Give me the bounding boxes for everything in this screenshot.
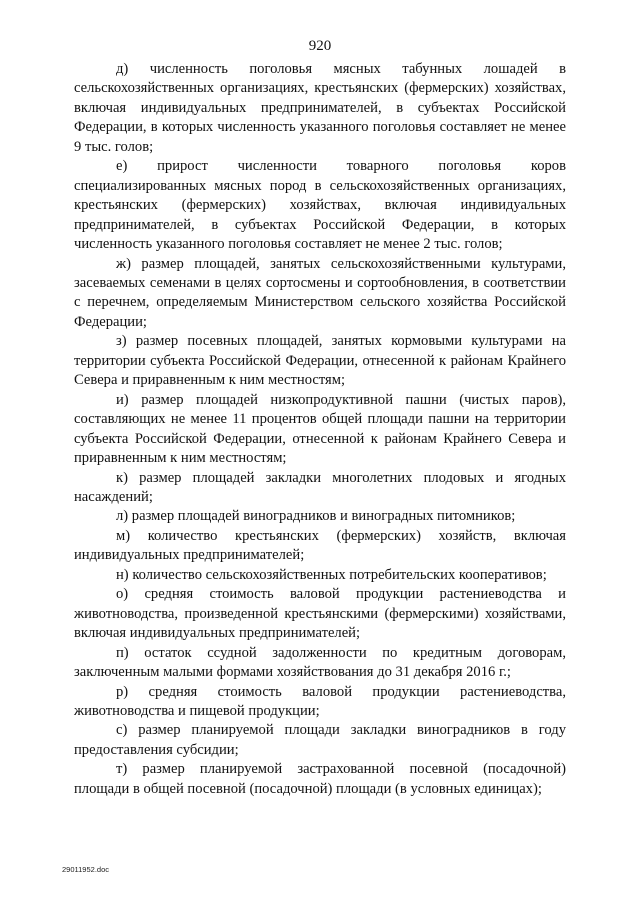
paragraph-l: л) размер площадей виноградников и виноградных питомников; [116,508,516,525]
paragraph-o: о) средняя стоимость валовой продукции растениеводства и животноводства, произведенной крестьянскими (фермерскими) хозяйствами, включая индивидуальных предпринимателей; [74,586,566,642]
paragraph-p: п) остаток ссудной задолженности по кредитным договорам, заключенным малыми формами хозяйствования до 31 декабря 2016 г.; [74,644,566,681]
paragraph-z: з) размер посевных площадей, занятых кормовыми культурами на территории субъекта Российской Федерации, отнесенной к районам Крайнего Севера и приравненным к ним местностям; [74,333,566,389]
paragraph-t: т) размер планируемой застрахованной посевной (посадочной) площади в общей посевной (посадочной) площади (в условных единицах); [74,761,566,797]
paragraph-e: е) прирост численности товарного поголовья коров специализированных мясных пород в сельскохозяйственных организациях, крестьянских (фермерских) хозяйствах, включая индивидуальных предпринимателей, в субъектах Российской Федерации, в которых численность указанного поголовья составляет не менее 2 тыс. голов; [74,158,566,253]
paragraph-zh: ж) размер площадей, занятых сельскохозяйственными культурами, засеваемых семенами в целях сортосмены и сортообновления, в соответствии с перечнем, определяемым Министерством сельского хозяйства Российской Федерации; [74,255,566,330]
paragraph-s: с) размер планируемой площади закладки виноградников в году предоставления субсидии; [74,722,566,758]
paragraph-k: к) размер площадей закладки многолетних плодовых и ягодных насаждений; [74,469,566,505]
page-number: 920 [308,38,332,54]
paragraph-r: р) средняя стоимость валовой продукции растениеводства, животноводства и пищевой продукции; [74,683,566,719]
paragraph-d: д) численность поголовья мясных табунных лошадей в сельскохозяйственных организациях, крестьянских (фермерских) хозяйствах, включая индивидуальных предпринимателей, в субъектах Российской Федерации, в которых численность указанного поголовья составляет не менее 9 тыс. голов; [74,61,566,155]
paragraph-i: и) размер площадей низкопродуктивной пашни (чистых паров), составляющих не менее 11 процентов общей площади пашни на территории субъекта Российской Федерации, отнесенной к районам Крайнего Севера и приравненным к ним местностям; [74,391,566,467]
paragraph-m: м) количество крестьянских (фермерских) хозяйств, включая индивидуальных предпринимателей; [74,527,566,564]
footer-filename: 29011952.doc [62,865,109,874]
document-body [74,60,566,799]
paragraph-n: н) количество сельскохозяйственных потребительских кооперативов; [116,566,547,583]
